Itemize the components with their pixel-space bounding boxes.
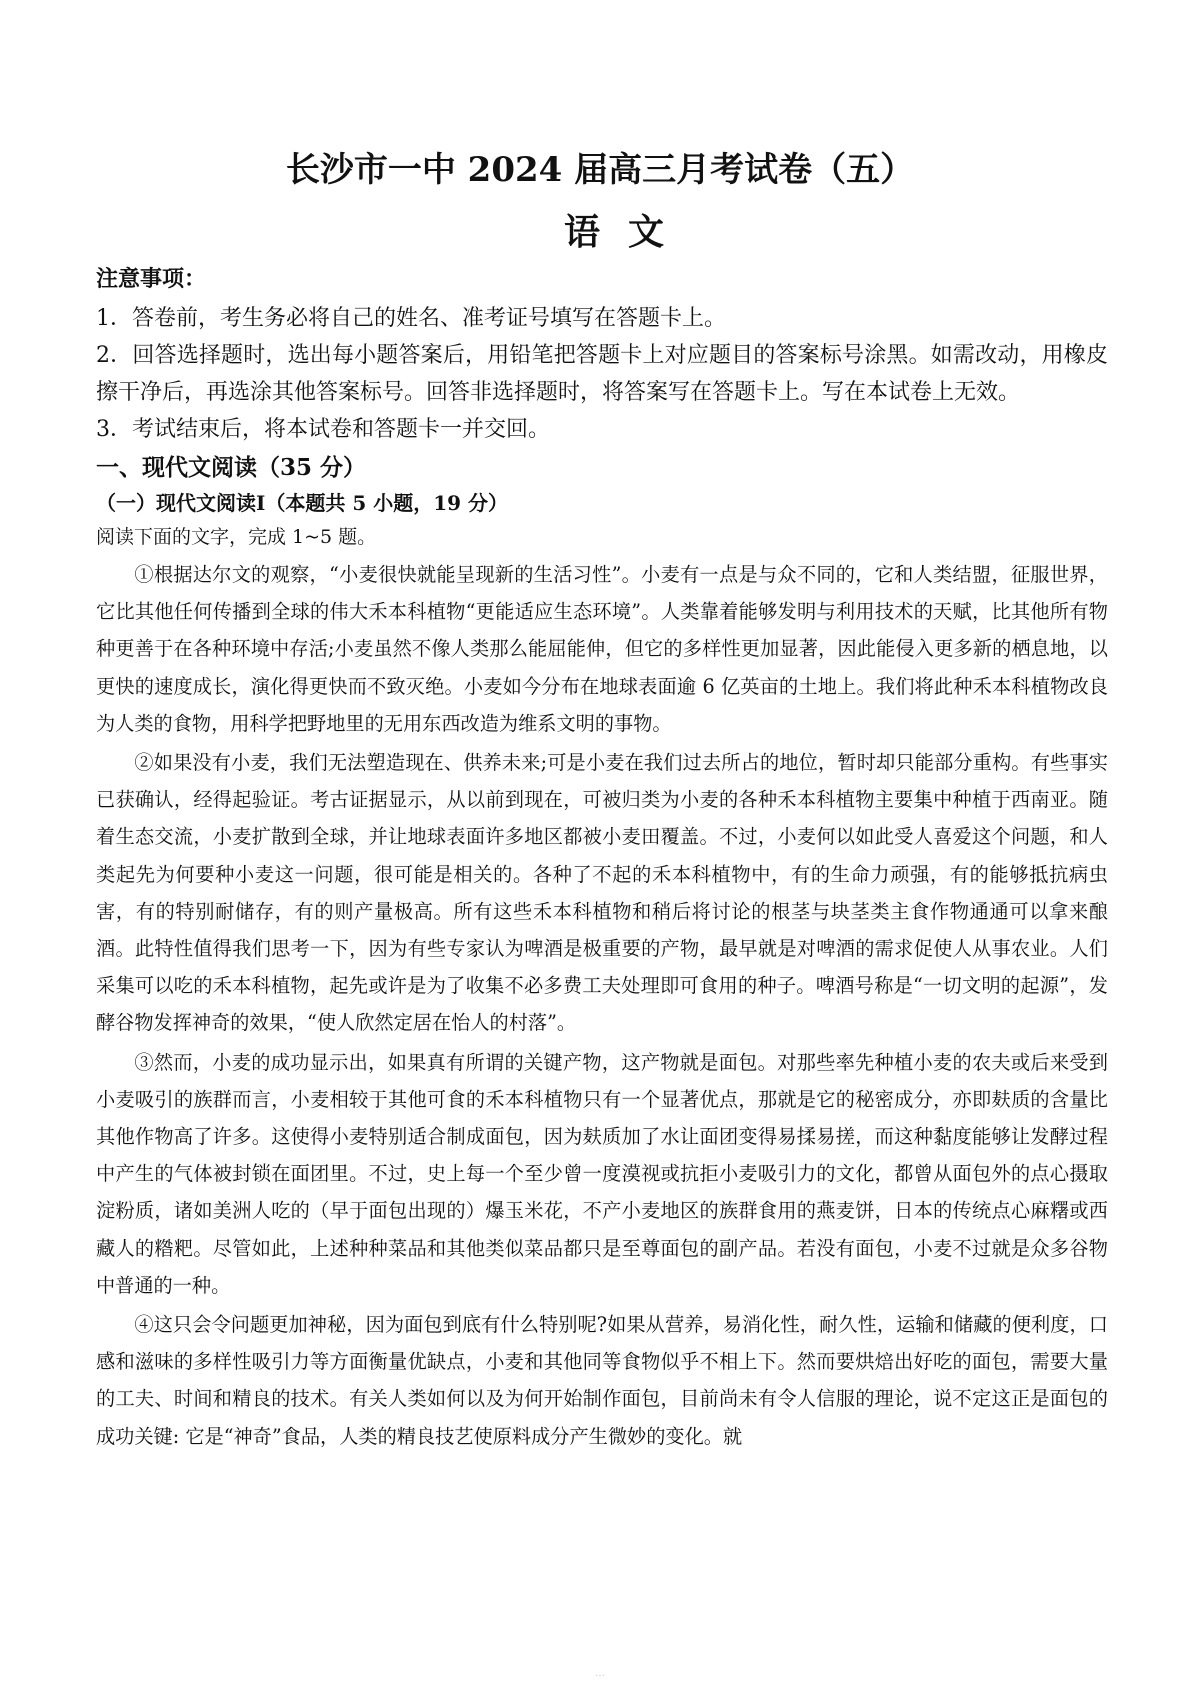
notice-item-2: 2．回答选择题时，选出每小题答案后，用铅笔把答题卡上对应题目的答案标号涂黑。如需改动，用橡皮擦干净后，再选涂其他答案标号。回答非选择题时，将答案写在答题卡上。写在本试卷上无效。 xyxy=(96,343,1108,405)
exam-title: 长沙市一中 2024 届高三月考试卷（五） xyxy=(285,150,915,190)
passage-paragraph-3: ③然而，小麦的成功显示出，如果真有所谓的关键产物，这产物就是面包。对那些率先种植小麦的农夫或后来受到小麦吸引的族群而言，小麦相较于其他可食的禾本科植物只有一个显著优点，那就是它的秘密成分，亦即麸质的含量比其他作物高了许多。这使得小麦特别适合制成面包，因为麸质加了水让面团变得易揉易搓，而这种黏度能够让发酵过程中产生的气体被封锁在面团里。不过，史上每一个至少曾一度漠视或抗拒小麦吸引力的文化，都曾从面包外的点心摄取淀粉质，诸如美洲人吃的（早于面包出现的）爆玉米花，不产小麦地区的族群食用的燕麦饼，日本的传统点心麻糬或西藏人的糌粑。尽管如此，上述种种菜品和其他类似菜品都只是至尊面包的副产品。若没有面包，小麦不过就是众多谷物中普通的一种。 xyxy=(96,1050,1108,1297)
passage-paragraph-4: ④这只会令问题更加神秘，因为面包到底有什么特别呢?如果从营养，易消化性，耐久性，运输和储藏的便利度，口感和滋味的多样性吸引力等方面衡量优缺点，小麦和其他同等食物似乎不相上下。然而要烘焙出好吃的面包，需要大量的工夫、时间和精良的技术。有关人类如何以及为何开始制作面包，目前尚未有令人信服的理论，说不定这正是面包的成功关键: 它是“神奇”食品，人类的精良技艺使原料成分产生微妙的变化。就 xyxy=(96,1313,1108,1448)
reading-section xyxy=(96,450,1108,1455)
notice-item-3: 3．考试结束后，将本试卷和答题卡一并交回。 xyxy=(96,417,550,442)
passage-paragraph-2: ②如果没有小麦，我们无法塑造现在、供养未来;可是小麦在我们过去所占的地位，暂时却只能部分重构。有些事实已获确认，经得起验证。考古证据显示，从以前到现在，可被归类为小麦的各种禾本科植物主要集中种植于西南亚。随着生态交流，小麦扩散到全球，并让地球表面许多地区都被小麦田覆盖。不过，小麦何以如此受人喜爱这个问题，和人类起先为何要种小麦这一问题，很可能是相关的。各种了不起的禾本科植物中，有的生命力顽强，有的能够抵抗病虫害，有的特别耐储存，有的则产量极高。所有这些禾本科植物和稍后将讨论的根茎与块茎类主食作物通通可以拿来酿酒。此特性值得我们思考一下，因为有些专家认为啤酒是极重要的产物，最早就是对啤酒的需求促使人从事农业。人们采集可以吃的禾本科植物，起先或许是为了收集不必多费工夫处理即可食用的种子。啤酒号称是“一切文明的起源”，发酵谷物发挥神奇的效果，“使人欣然定居在怡人的村落”。 xyxy=(96,751,1108,1035)
subject-title: 语文 xyxy=(563,211,692,253)
notice-item-1: 1．答卷前，考生务必将自己的姓名、准考证号填写在答题卡上。 xyxy=(96,306,726,331)
page-footer-mark: … xyxy=(595,1668,605,1679)
notice-heading: 注意事项： xyxy=(96,266,207,292)
exam-content xyxy=(96,262,1108,1457)
notice-block xyxy=(96,262,1108,448)
subsection-heading: （一）现代文阅读Ⅰ（本题共 5 小题，19 分） xyxy=(96,491,508,515)
passage-paragraph-1: ①根据达尔文的观察，“小麦很快就能呈现新的生活习性”。小麦有一点是与众不同的，它和人类结盟，征服世界，它比其他任何传播到全球的伟大禾本科植物“更能适应生态环境”。人类靠着能够发明与利用技术的天赋，比其他所有物种更善于在各种环境中存活;小麦虽然不像人类那么能屈能伸，但它的多样性更加显著，因此能侵入更多新的栖息地，以更快的速度成长，演化得更快而不致灭绝。小麦如今分布在地球表面逾 6 亿英亩的土地上。我们将此种禾本科植物改良为人类的食物，用科学把野地里的无用东西改造为维系文明的事物。 xyxy=(96,563,1108,735)
reading-instruction: 阅读下面的文字，完成 1~5 题。 xyxy=(96,526,377,548)
section-heading: 一、现代文阅读（35 分） xyxy=(96,454,367,481)
